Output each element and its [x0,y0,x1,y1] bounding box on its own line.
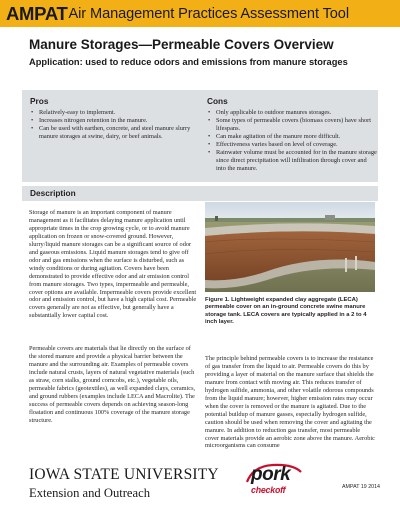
checkoff-wordmark: checkoff [251,485,286,495]
document-number: AMPAT 19 2014 [342,484,380,490]
figure-caption [205,297,375,326]
cons-item: • Only applicable to outdoor manures storages. [207,109,377,117]
pros-cons-panel [22,90,378,182]
university-name: IOWA STATE UNIVERSITY [29,466,219,483]
page-subtitle: Application: used to reduce odors and emissions from manure storages [29,57,348,67]
figure-caption-text: Figure 1. Lightweight expanded clay aggregate (LECA) permeable cover on an in-ground concrete swine manure storage tank. LECA covers are typically applied in a 2 to 4 inch layer. [205,297,367,325]
description-header [22,186,378,201]
pros-item: • Relatively-easy to implement. [30,109,196,117]
cons-list [207,109,377,173]
pros-column [30,96,196,141]
description-paragraph-3: The principle behind permeable covers is to increase the resistance of gas transfer from the liquid to air. Permeable covers do this by providing a layer of material on the manure surface that shields the manure from contact with moving air. This reduces transfer of hydrogen sulfide, ammonia, and other volatile odorous compounds from the liquid manure; however, higher emission rates may occur when the cover is removed or the manure is agitated. Due to the potential buildup of manure gasses, especially hydrogen sulfide, caution should be used when removing the cover and agitating the manure. In addition to reduction gas transfer, most permeable cover materials provide an aerobic zone above the manure. Aerobic microorganisms can consume [205,355,375,450]
cons-item: • Effectiveness varies based on level of coverage. [207,141,377,149]
pork-checkoff-logo [243,462,307,500]
pros-item: • Can be used with earthen, concrete, and steel manure slurry manure storages at swine, dairy, or beef animals. [30,125,196,141]
banner-brand: AMPAT [6,2,68,24]
cons-item: • Some types of permeable covers (biomass covers) have short lifespans. [207,117,377,133]
page-title: Manure Storages—Permeable Covers Overview [29,37,334,52]
description-paragraph-1: Storage of manure is an important component of manure management as it facilitates delaying manure application until appropriate times in the crop growing cycle, or to avoid manure application on frozen or snow-covered ground. However, slurry/liquid manure storages can be a significant source of odor and gaseous emissions. Liquid manure storages tend to give off odor and gas emissions when the surface is disturbed, such as windy conditions or during agitation. Covers have been demonstrated to provide effective odor and air emission control from manure storages. Two types, impermeable and permeable, cover options are available. Impermeable covers provide excellent odor and emission control, but have a high capital cost. Permeable covers generally are not as effective, but generally have a substantially lower capital cost. [29,209,197,320]
cons-heading: Cons [207,96,228,106]
extension-name: Extension and Outreach [29,486,150,500]
banner-tool-name: Air Management Practices Assessment Tool [68,5,349,22]
description-paragraph-2: Permeable covers are materials that lie directly on the surface of the stored manure and provide a physical barrier between the manure and the surrounding air. Examples of permeable covers include natural crusts, layers of natural vegetative materials (such as straw, corn stalks, ground corncobs, etc.), vegetable oils, permeable fabrics (geotextiles), as well expanded clays, ceramics, and ground rubbers (examples include LECA and Macrolite). The success of permeable covers depends on achieving season-long floatation and continuous 100% coverage of the manure storage structure. [29,345,196,424]
description-heading: Description [30,188,76,198]
cons-item: • Can make agitation of the manure more difficult. [207,133,377,141]
header-banner [0,0,400,27]
photo-illustration [205,202,375,292]
pork-wordmark: pork [251,464,291,485]
iowa-state-logo [29,466,219,501]
pros-heading: Pros [30,96,49,106]
cons-item: • Rainwater volume must be accounted for in the manure storage since direct precipitation will infiltration through cover and into the manure. [207,149,377,173]
leca-cover-photo [205,202,375,292]
pros-list [30,109,196,141]
pros-item: • Increases nitrogen retention in the manure. [30,117,196,125]
cons-column [207,96,377,173]
